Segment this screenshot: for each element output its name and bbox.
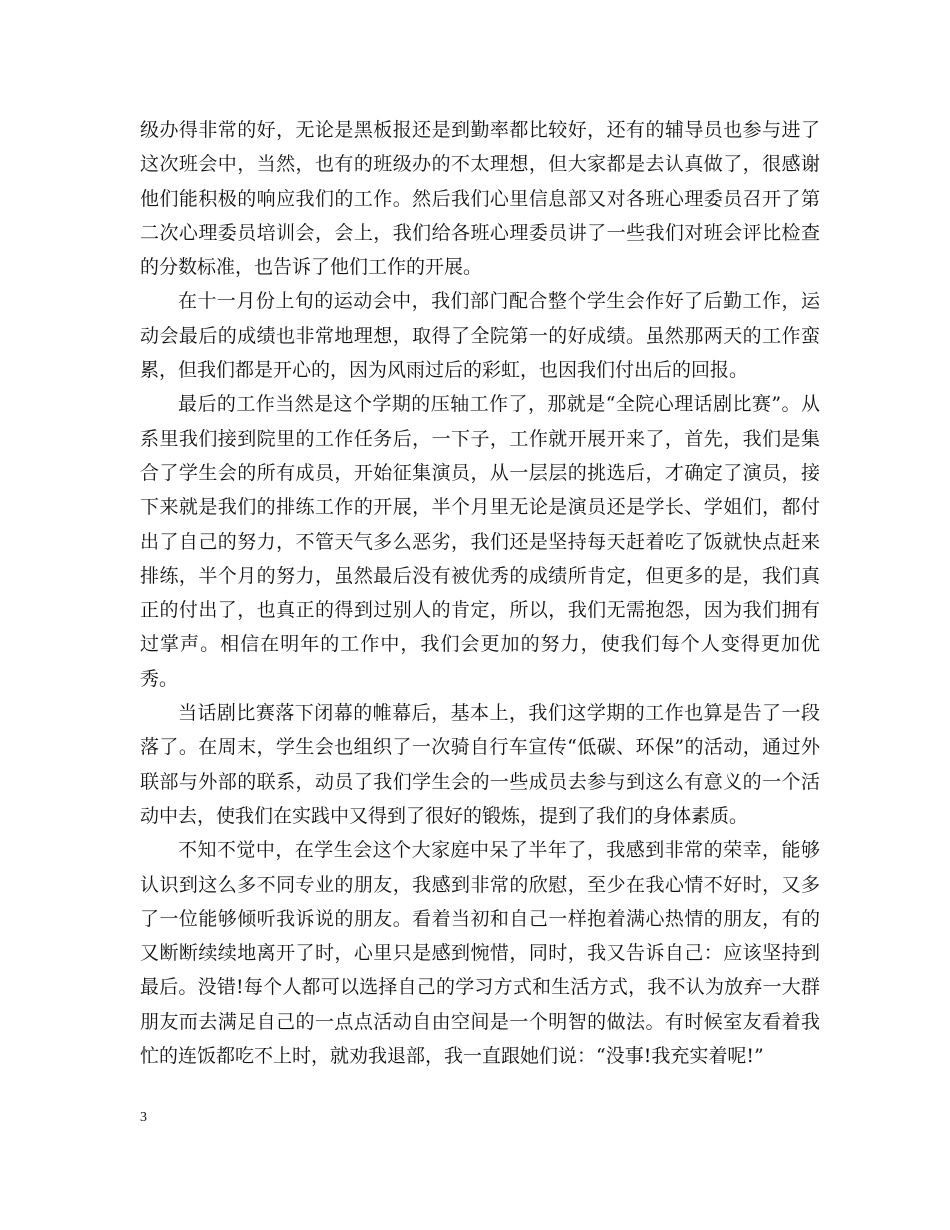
- paragraph-5: 不知不觉中，在学生会这个大家庭中呆了半年了，我感到非常的荣幸，能够认识到这么多不同专业的朋友，我感到非常的欣慰，至少在我心情不好时，又多了一位能够倾听我诉说的朋友。看着当初和自己一样抱着满心热情的朋友，有的又断断续续地离开了时，心里只是感到惋惜，同时，我又告诉自己：应该坚持到最后。没错!每个人都可以选择自己的学习方式和生活方式，我不认为放弃一大群朋友而去满足自己的一点点活动自由空间是一个明智的做法。有时候室友看着我忙的连饭都吃不上时，就劝我退部，我一直跟她们说：“没事!我充实着呢!”: [140, 839, 820, 1068]
- paragraph-3: 最后的工作当然是这个学期的压轴工作了，那就是“全院心理话剧比赛”。从系里我们接到院里的工作任务后，一下子，工作就开展开来了，首先，我们是集合了学生会的所有成员，开始征集演员，从一层层的挑选后，才确定了演员，接下来就是我们的排练工作的开展，半个月里无论是演员还是学长、学姐们，都付出了自己的努力，不管天气多么恶劣，我们还是坚持每天赶着吃了饭就快点赶来排练，半个月的努力，虽然最后没有被优秀的成绩所肯定，但更多的是，我们真正的付出了，也真正的得到过别人的肯定，所以，我们无需抱怨，因为我们拥有过掌声。相信在明年的工作中，我们会更加的努力，使我们每个人变得更加优秀。: [140, 393, 820, 690]
- paragraph-2: 在十一月份上旬的运动会中，我们部门配合整个学生会作好了后勤工作，运动会最后的成绩也非常地理想，取得了全院第一的好成绩。虽然那两天的工作蛮累，但我们都是开心的，因为风雨过后的彩虹，也因我们付出后的回报。: [140, 290, 820, 382]
- document-body: [140, 113, 820, 1073]
- paragraph-4: 当话剧比赛落下闭幕的帷幕后，基本上，我们这学期的工作也算是告了一段落了。在周末，学生会也组织了一次骑自行车宣传“低碳、环保”的活动，通过外联部与外部的联系，动员了我们学生会的一些成员去参与到这么有意义的一个活动中去，使我们在实践中又得到了很好的锻炼，提到了我们的身体素质。: [140, 702, 820, 827]
- paragraph-1: 级办得非常的好，无论是黑板报还是到勤率都比较好，还有的辅导员也参与进了这次班会中，当然，也有的班级办的不太理想，但大家都是去认真做了，很感谢他们能积极的响应我们的工作。然后我们心里信息部又对各班心理委员召开了第二次心理委员培训会，会上，我们给各班心理委员讲了一些我们对班会评比检查的分数标准，也告诉了他们工作的开展。: [140, 119, 820, 279]
- page-number: 3: [140, 1110, 147, 1125]
